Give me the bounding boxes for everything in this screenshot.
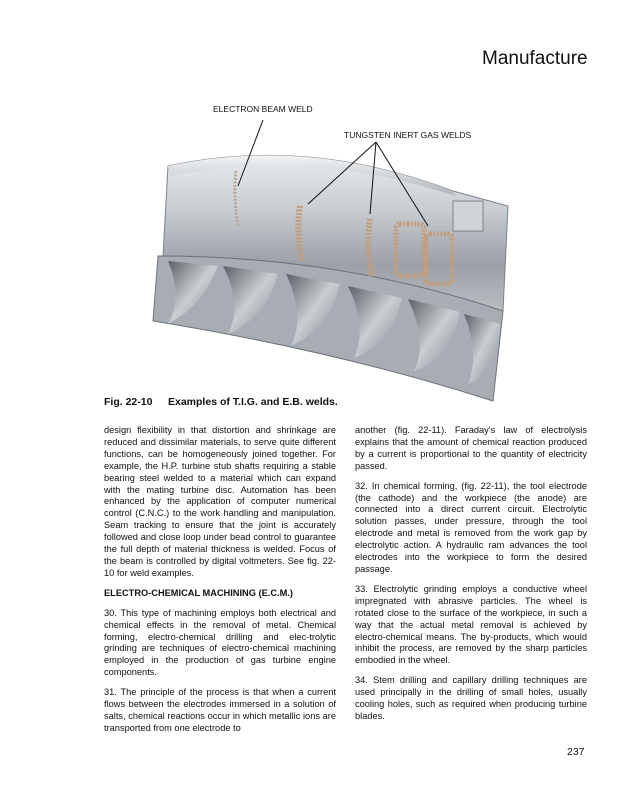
figure-caption-text: Examples of T.I.G. and E.B. welds. — [168, 396, 338, 408]
paragraph-34: 34. Stem drilling and capillary drilling techniques are used principally in the drilling of small holes, usually cooling holes, such as required when producing turbine blades. — [355, 675, 587, 721]
paragraph-30: 30. This type of machining employs both electrical and chemical effects in the removal of metal. Chemical forming, electro-chemical drilling and elec-trolytic grinding are techniques of electro-chemical machining employed in the production of gas turbine engine components. — [104, 607, 336, 678]
left-column — [104, 425, 336, 743]
figure-number: Fig. 22-10 — [104, 396, 153, 408]
paragraph: another (fig. 22-11). Faraday's law of electrolysis explains that the amount of chemical reaction produced by a current is proportional to the quantity of electricity passed. — [355, 425, 587, 471]
figure-caption — [104, 396, 338, 408]
section-title: Manufacture — [482, 48, 588, 69]
turbine-casing-illustration — [108, 96, 534, 416]
paragraph-33: 33. Electrolytic grinding employs a conductive wheel impregnated with abrasive particles. The wheel is rotated close to the surface of the workpiece, in such a way that the actual metal removal is achieved by electro-chemical means. The by-products, which would inhibit the process, are removed by the sharp particles embodied in the wheel. — [355, 583, 587, 666]
paragraph-31: 31. The principle of the process is that when a current flows between the electrodes immersed in a solution of salts, chemical reactions occur in which metallic ions are transported from one electrode to — [104, 687, 336, 733]
turbine-weld-photo — [108, 96, 534, 416]
section-heading: ELECTRO-CHEMICAL MACHINING (E.C.M.) — [104, 587, 293, 598]
page-number: 237 — [567, 746, 585, 758]
paragraph-32: 32. In chemical forming, (fig. 22-11), the tool electrode (the cathode) and the workpiece (the anode) are connected into a direct current circuit. Electrolytic solution passes, under pressure, through the tool electrode and metal is removed from the work gap by electrolytic action. A hydraulic ram advances the tool electrodes into the workpiece to form the desired passage. — [355, 480, 587, 574]
label-tig-welds: TUNGSTEN INERT GAS WELDS — [344, 130, 472, 140]
label-electron-beam-weld: ELECTRON BEAM WELD — [213, 104, 313, 114]
casing-boss — [453, 201, 483, 231]
paragraph: design flexibility in that distortion and shrinkage are reduced and dissimilar materials, to serve quite different functions, can be homogeneously joined together. For example, the H.P. turbine stub shafts requiring a stable bearing steel welded to a material which can expand with the mating turbine disc. Automation has been enhanced by the application of computer numerical control (C.N.C.) to the work handling and manipulation. Seam tracking to ensure that the joint is accurately followed and close loop under bead control to guarantee the full depth of material thickness is welded. Focus of the beam is controlled by digital voltmeters. See fig. 22-10 for weld examples. — [104, 425, 336, 578]
right-column — [355, 425, 587, 731]
